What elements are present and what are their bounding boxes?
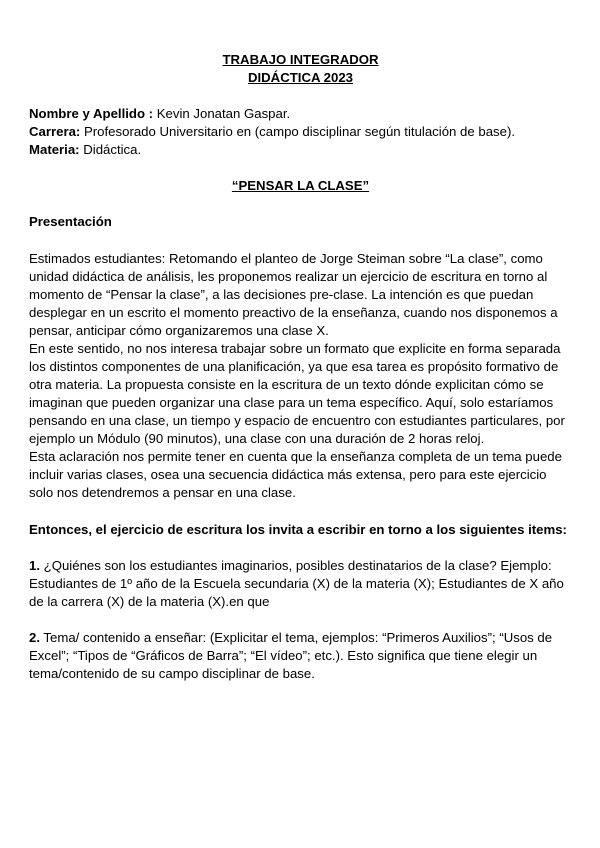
name-row bbox=[29, 105, 572, 123]
subject-label: Materia: bbox=[29, 142, 80, 157]
subject-row bbox=[29, 141, 572, 159]
presentation-paragraph: Estimados estudiantes: Retomando el planteo de Jorge Steiman sobre “La clase”, como unidad didáctica de análisis, les proponemos realizar un ejercicio de escritura en torno al momento de “Pensar la clase”, a las decisiones pre-clase. La intención es que puedan desplegar en un escrito el momento preactivo de la enseñanza, cuando nos disponemos a pensar, anticipar cómo organizaremos una clase X. bbox=[29, 251, 558, 338]
career-label: Carrera: bbox=[29, 124, 81, 139]
presentation-paragraph: En este sentido, no nos interesa trabajar sobre un formato que explicite en forma separada los distintos componentes de una planificación, ya que esa tarea es propósito formativo de otra materia. La propuesta consiste en la escritura de un texto dónde explicitan cómo se imaginan que pueden organizar una clase para un tema específico. Aquí, solo estaríamos pensando en una clase, un tiempo y espacio de encuentro con estudiantes particulares, por ejemplo un Módulo (90 minutos), una clase con una duración de 2 horas reloj. bbox=[29, 341, 565, 446]
item-1 bbox=[29, 557, 572, 611]
item-2 bbox=[29, 629, 572, 683]
document-title: TRABAJO INTEGRADOR bbox=[222, 52, 379, 67]
career-row bbox=[29, 123, 572, 141]
name-label: Nombre y Apellido : bbox=[29, 106, 154, 121]
presentation-heading: Presentación bbox=[29, 214, 112, 229]
name-value: Kevin Jonatan Gaspar. bbox=[153, 106, 291, 121]
career-value: Profesorado Universitario en (campo disciplinar según titulación de base). bbox=[80, 124, 516, 139]
presentation-body bbox=[29, 250, 572, 502]
student-info bbox=[29, 105, 572, 159]
item-number: 1. bbox=[29, 558, 40, 573]
document-subtitle-year: DIDÁCTICA 2023 bbox=[247, 70, 354, 85]
subject-value: Didáctica. bbox=[79, 142, 142, 157]
assignment-title: “PENSAR LA CLASE” bbox=[231, 178, 370, 193]
item-text: ¿Quiénes son los estudiantes imaginarios, posibles destinatarios de la clase? Ejemplo: Estudiantes de 1º año de la Escuela secundaria (X) de la materia (X); Estudiantes de X año de la carrera (X) de la materia (X).en que bbox=[29, 558, 564, 609]
item-number: 2. bbox=[29, 630, 40, 645]
writing-prompt: Entonces, el ejercicio de escritura los invita a escribir en torno a los siguientes items: bbox=[29, 522, 567, 537]
item-text: Tema/ contenido a enseñar: (Explicitar el tema, ejemplos: “Primeros Auxilios”; “Usos de Excel”; “Tipos de “Gráficos de Barra”; “El vídeo”; etc.). Esto significa que tiene elegir un tema/contenido de su campo disciplinar de base. bbox=[29, 630, 553, 681]
presentation-paragraph: Esta aclaración nos permite tener en cuenta que la enseñanza completa de un tema puede incluir varias clases, osea una secuencia didáctica más extensa, pero para este ejercicio solo nos detendremos a pensar en una clase. bbox=[29, 449, 562, 500]
